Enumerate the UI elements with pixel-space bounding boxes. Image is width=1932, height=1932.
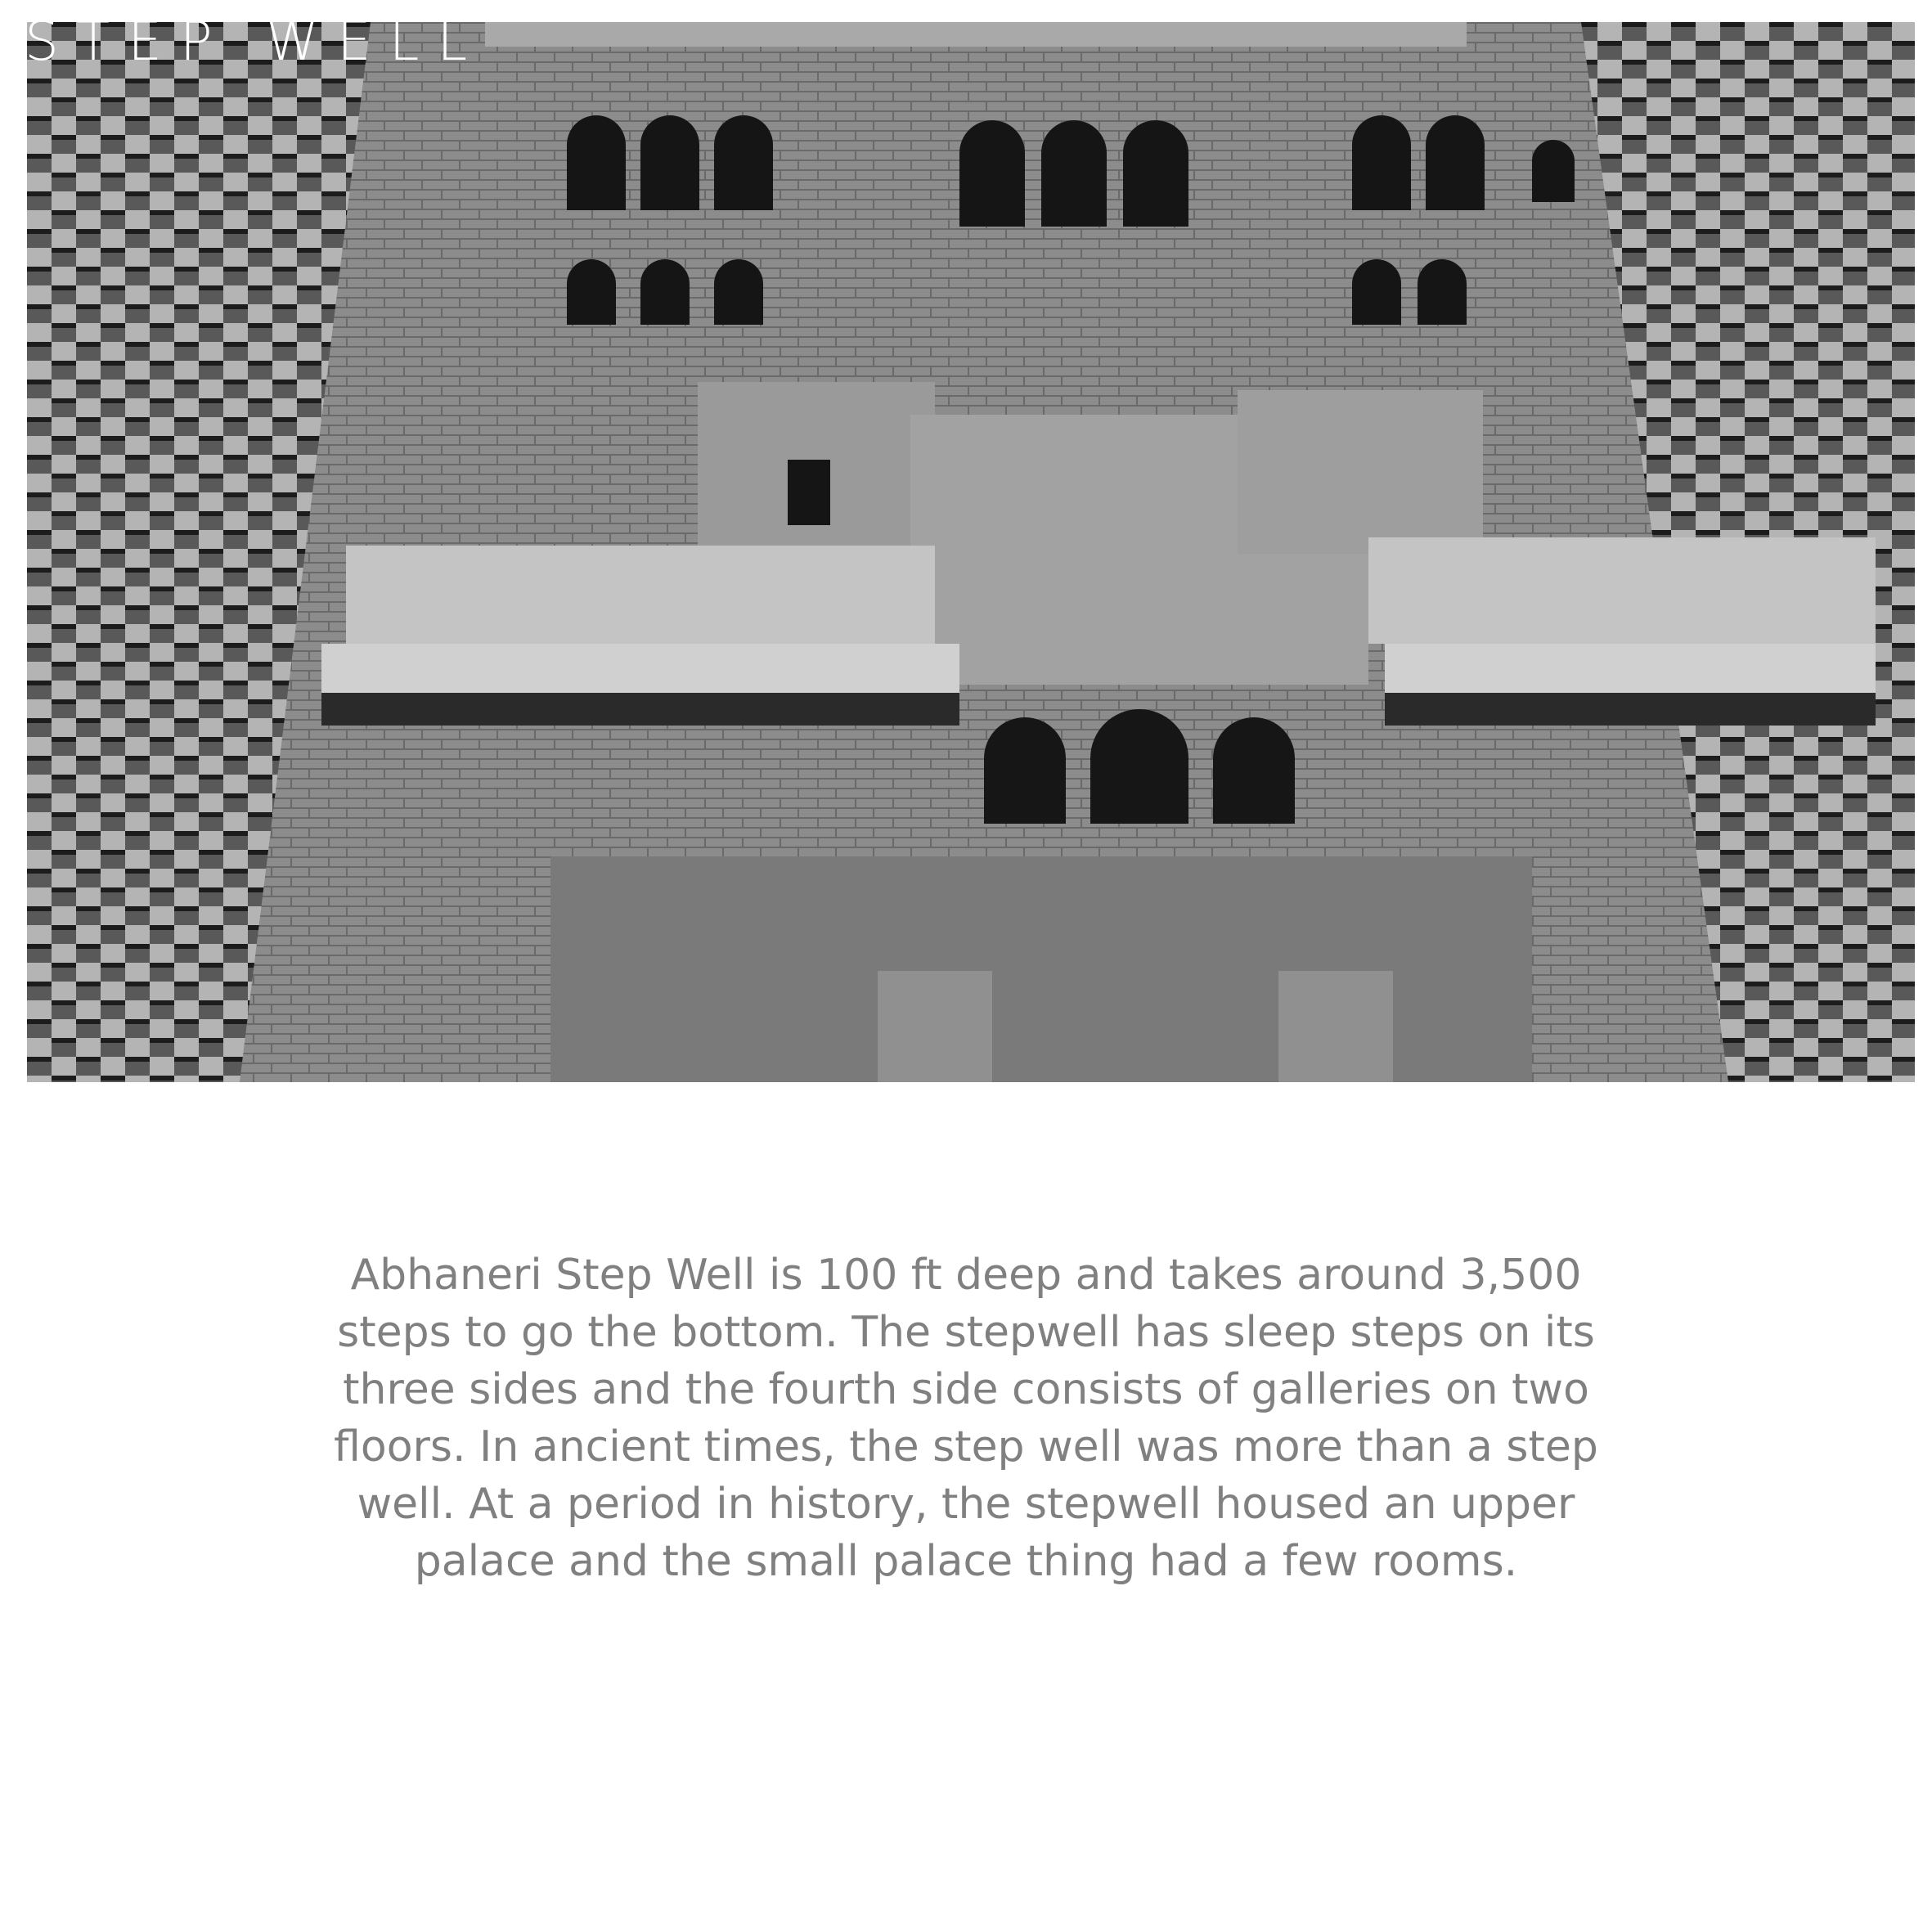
description-text: Abhaneri Step Well is 100 ft deep and takes around 3,500 steps to go the bottom. The stepwell has sleep steps on its three sides and the fourth side consists of galleries on two floors. In ancient times, the step well was more than a step well. At a period in history, the stepwell housed an upper palace and the small palace thing had a few rooms. bbox=[334, 1251, 1598, 1586]
page-title: STEP WELL bbox=[25, 10, 486, 73]
stepwell-illustration bbox=[27, 22, 1915, 1082]
stepwell-photo bbox=[27, 22, 1915, 1082]
